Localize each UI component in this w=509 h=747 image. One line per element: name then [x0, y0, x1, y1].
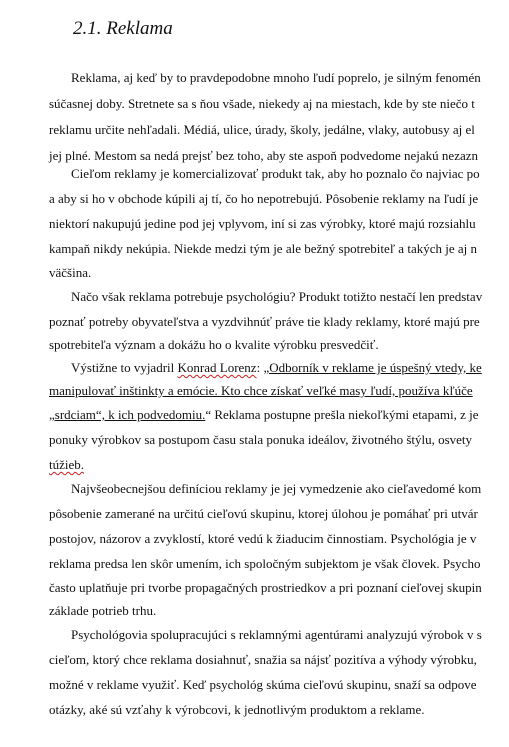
- quote-text: „Odborník v reklame je úspešný vtedy, ke: [263, 360, 482, 375]
- paragraph-line: možné v reklame využiť. Keď psychológ skúma cieľovú skupinu, snaží sa odpove: [49, 677, 477, 692]
- paragraph-line: a aby si ho v obchode kúpili aj tí, čo ho nepotrebujú. Pôsobenie reklamy na ľudí je: [49, 191, 479, 206]
- paragraph-line: súčasnej doby. Stretnete sa s ňou všade, niekedy aj na miestach, kde by ste niečo t: [49, 96, 475, 111]
- paragraph-line: reklamu určite nehľadali. Médiá, ulice, úrady, školy, jedálne, vlaky, autobusy aj el: [49, 122, 475, 137]
- person-name: Konrad Lorenz: [177, 360, 257, 375]
- line-text: :: [256, 360, 264, 375]
- section-heading: 2.1. Reklama: [73, 18, 173, 39]
- paragraph-line: postojov, názorov a zvyklostí, ktoré vedú k žiaducim činnostiam. Psychológia je v: [49, 531, 477, 546]
- line-text: Výstižne to vyjadril: [71, 360, 178, 375]
- paragraph-line: otázky, aké sú vzťahy k výrobcovi, k jednotlivým produktom a reklame.: [49, 702, 425, 717]
- line-text: “ Reklama postupne prešla niekoľkými etapami, z je: [205, 407, 479, 422]
- paragraph-line: pôsobenie zamerané na určitú cieľovú skupinu, ktorej úlohou je pomáhať pri utvár: [49, 506, 478, 521]
- paragraph-line: [71, 358, 482, 378]
- paragraph-line: [49, 455, 84, 475]
- paragraph-line: cieľom, ktorý chce reklama dosiahnuť, snažia sa nájsť pozitíva a výhody výrobku,: [49, 652, 477, 667]
- paragraph-line: často uplatňuje pri tvorbe propagačných prostriedkov a pri poznaní cieľovej skupin: [49, 580, 482, 595]
- paragraph-line: Najvšeobecnejšou definíciou reklamy je jej vymedzenie ako cieľavedomé kom: [71, 481, 482, 496]
- line-text: túžieb.: [49, 457, 85, 472]
- paragraph-line: väčšina.: [49, 265, 92, 280]
- paragraph-line: kampaň nikdy nekúpia. Niekde medzi tým je ale bežný spotrebiteľ a takých je aj n: [49, 241, 477, 256]
- paragraph-line: Načo však reklama potrebuje psychológiu? Produkt totižto nestačí len predstav: [71, 289, 483, 304]
- paragraph-line: Reklama, aj keď by to pravdepodobne mnoho ľudí poprelo, je silným fenomén: [71, 70, 481, 85]
- quote-line: manipulovať inštinkty a emócie. Kto chce získať veľké masy ľudí, používa kľúče: [49, 383, 473, 398]
- paragraph-line: spotrebiteľa význam a dokážu ho o kvalite výrobku presvedčiť.: [49, 337, 379, 352]
- paragraph-line: reklama predsa len skôr umením, ich spoločným subjektom je však človek. Psycho: [49, 556, 481, 571]
- paragraph-line: ponuky výrobkov sa postupom času stala ponuka ideálov, životného štýlu, osvety: [49, 432, 473, 447]
- paragraph-line: [49, 405, 478, 425]
- quote-text: „srdciam“, k ich podvedomiu.: [49, 407, 206, 422]
- paragraph-line: niektorí nakupujú jedine pod jej vplyvom, iní si zas výrobky, ktoré majú rozsiahlu: [49, 216, 476, 231]
- paragraph-line: poznať potreby obyvateľstva a vyzdvihnúť práve tie klady reklamy, ktoré majú pre: [49, 314, 480, 329]
- paragraph-line: jej plné. Mestom sa nedá prejsť bez toho, aby ste aspoň podvedome nejakú nezazn: [49, 148, 479, 163]
- paragraph-line: Psychológovia spolupracujúci s reklamnými agentúrami analyzujú výrobok v s: [71, 627, 482, 642]
- paragraph-line: Cieľom reklamy je komercializovať produkt tak, aby ho poznalo čo najviac po: [71, 166, 480, 181]
- paragraph-line: základe potrieb trhu.: [49, 603, 157, 618]
